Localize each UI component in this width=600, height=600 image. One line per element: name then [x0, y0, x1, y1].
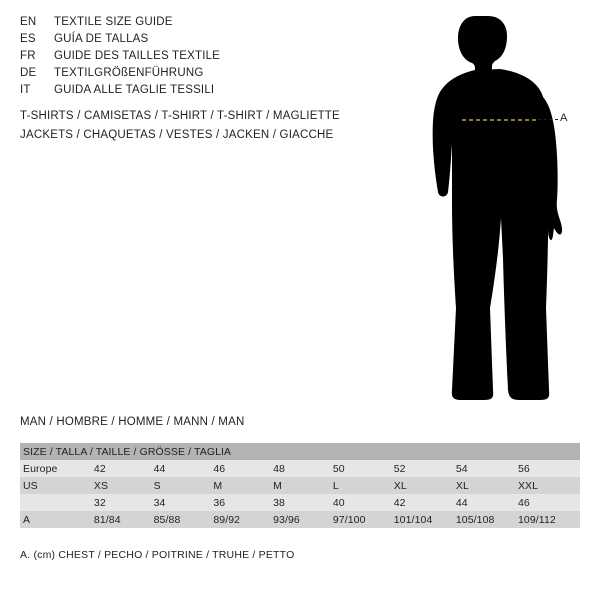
- chest-measure-label: A: [560, 112, 568, 124]
- row-label: US: [20, 477, 94, 494]
- body-figure: [400, 8, 600, 408]
- language-list: [20, 16, 380, 101]
- language-row: [20, 84, 380, 101]
- table-cell: XL: [394, 477, 456, 494]
- language-row: [20, 67, 380, 84]
- chest-leader-line: [538, 119, 558, 120]
- table-cell: 42: [94, 460, 154, 477]
- footnote: A. (cm) CHEST / PECHO / POITRINE / TRUHE / PETTO: [20, 549, 295, 561]
- table-cell: 48: [273, 460, 333, 477]
- language-code: ES: [20, 33, 36, 45]
- table-title: MAN / HOMBRE / HOMME / MANN / MAN: [20, 416, 245, 428]
- language-title: GUIDE DES TAILLES TEXTILE: [54, 50, 221, 62]
- table-row: [20, 477, 580, 494]
- table-row: [20, 460, 580, 477]
- language-title: TEXTILGRÖßENFÜHRUNG: [54, 67, 204, 79]
- table-cell: XS: [94, 477, 154, 494]
- row-label: [20, 494, 94, 511]
- category-tshirts: T-SHIRTS / CAMISETAS / T-SHIRT / T-SHIRT / MAGLIETTE: [20, 110, 340, 122]
- table-cell: 93/96: [273, 511, 333, 528]
- table-cell: 46: [518, 494, 580, 511]
- table-cell: 97/100: [333, 511, 394, 528]
- language-row: [20, 33, 380, 50]
- size-table: [20, 443, 580, 528]
- table-cell: 32: [94, 494, 154, 511]
- table-cell: XXL: [518, 477, 580, 494]
- table-cell: 46: [213, 460, 273, 477]
- table-cell: 85/88: [154, 511, 214, 528]
- table-cell: M: [213, 477, 273, 494]
- table-cell: S: [154, 477, 214, 494]
- table-cell: L: [333, 477, 394, 494]
- table-cell: 40: [333, 494, 394, 511]
- table-header-label: SIZE / TALLA / TAILLE / GRÖSSE / TAGLIA: [20, 443, 580, 460]
- table-cell: 52: [394, 460, 456, 477]
- category-list: [20, 110, 390, 148]
- table-row: [20, 494, 580, 511]
- language-code: EN: [20, 16, 37, 28]
- language-title: TEXTILE SIZE GUIDE: [54, 16, 173, 28]
- language-title: GUIDA ALLE TAGLIE TESSILI: [54, 84, 215, 96]
- language-code: FR: [20, 50, 36, 62]
- table-cell: 56: [518, 460, 580, 477]
- table-cell: 34: [154, 494, 214, 511]
- table-cell: 101/104: [394, 511, 456, 528]
- language-row: [20, 16, 380, 33]
- table-cell: XL: [456, 477, 518, 494]
- table-cell: 105/108: [456, 511, 518, 528]
- table-cell: 109/112: [518, 511, 580, 528]
- table-cell: 81/84: [94, 511, 154, 528]
- table-cell: 44: [154, 460, 214, 477]
- table-cell: 42: [394, 494, 456, 511]
- table-cell: 36: [213, 494, 273, 511]
- language-code: DE: [20, 67, 37, 79]
- table-cell: 38: [273, 494, 333, 511]
- male-silhouette-icon: [400, 8, 600, 408]
- table-cell: M: [273, 477, 333, 494]
- row-label: Europe: [20, 460, 94, 477]
- language-row: [20, 50, 380, 67]
- table-cell: 54: [456, 460, 518, 477]
- category-jackets: JACKETS / CHAQUETAS / VESTES / JACKEN / GIACCHE: [20, 129, 334, 141]
- table-cell: 44: [456, 494, 518, 511]
- language-code: IT: [20, 84, 31, 96]
- table-header-row: [20, 443, 580, 460]
- row-label: A: [20, 511, 94, 528]
- table-cell: 50: [333, 460, 394, 477]
- table-row: [20, 511, 580, 528]
- language-title: GUÍA DE TALLAS: [54, 33, 149, 45]
- table-cell: 89/92: [213, 511, 273, 528]
